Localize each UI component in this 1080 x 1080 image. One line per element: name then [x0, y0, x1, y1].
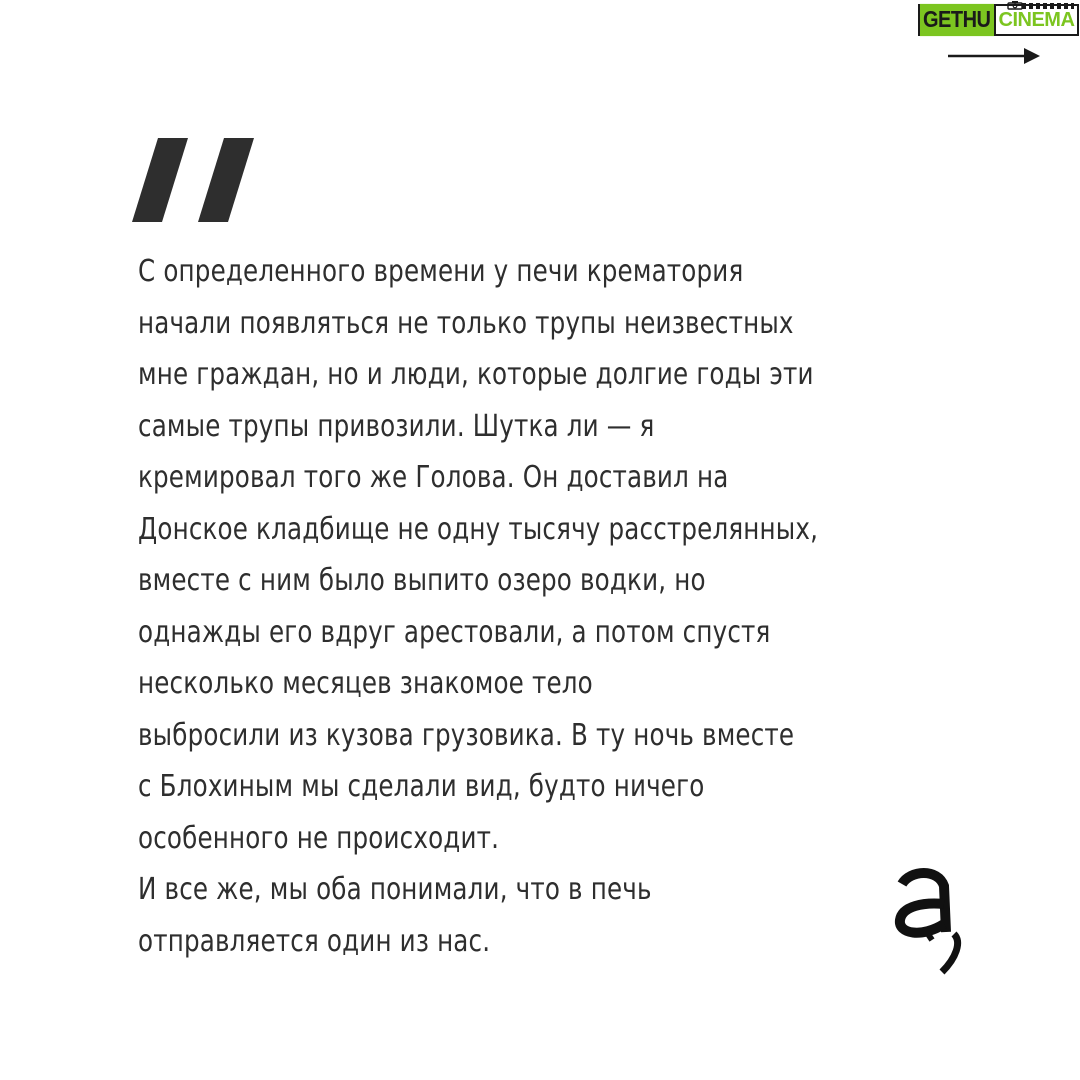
brand-a-icon — [888, 862, 978, 982]
logo-text-part1: GETHU — [920, 4, 994, 36]
quote-line: начали появляться не только трупы неизвестных — [138, 305, 794, 341]
quote-line: Донское кладбище не одну тысячу расстрелянных, — [138, 511, 819, 547]
quote-line: особенного не происходит. — [138, 820, 500, 856]
film-strip-icon — [1022, 3, 1074, 9]
quote-mark-icon — [132, 138, 262, 222]
quote-line: мне граждан, но и люди, которые долгие годы эти — [138, 357, 814, 392]
quote-line: С определенного времени у печи крематория — [138, 254, 744, 289]
logo-text-part2: CINEMA — [994, 6, 1078, 34]
quote-line: с Блохиным мы сделали вид, будто ничего — [138, 769, 705, 804]
quote-text — [138, 246, 1058, 967]
quote-line: кремировал того же Голова. Он доставил на — [138, 460, 729, 495]
quote-line: самые трупы привозили. Шутка ли — я — [138, 408, 655, 444]
quote-line: вместе с ним было выпито озеро водки, но — [138, 563, 706, 598]
camera-icon — [1007, 0, 1023, 10]
quote-line: И все же, мы оба понимали, что в печь — [138, 872, 652, 907]
quote-line: несколько месяцев знакомое тело — [138, 666, 593, 701]
quote-line: выбросили из кузова грузовика. В ту ночь вместе — [138, 717, 795, 753]
quote-line: однажды его вдруг арестовали, а потом спустя — [138, 614, 771, 650]
quote-line: отправляется один из нас. — [138, 923, 491, 959]
arrow-right-icon[interactable] — [946, 44, 1042, 68]
